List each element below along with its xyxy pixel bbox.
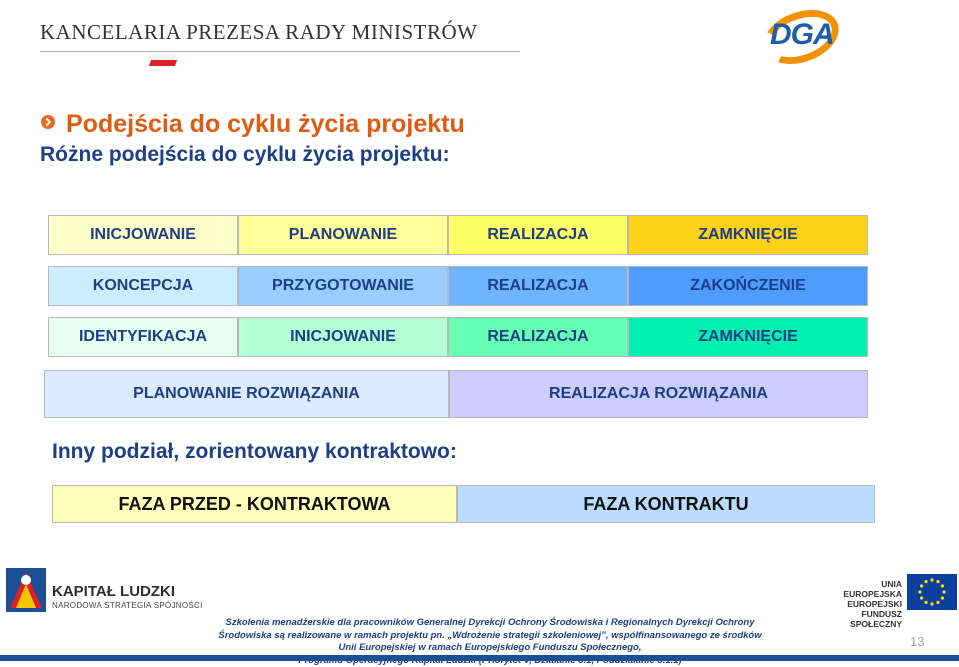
kapital-ludzki-subtitle: NARODOWA STRATEGIA SPÓJNOŚCI — [52, 601, 203, 610]
flag-icon-red — [149, 60, 177, 66]
table-cell: ZAMKNIĘCIE — [628, 215, 868, 255]
kapital-ludzki-logo-icon — [6, 568, 46, 612]
page-number: 13 — [910, 634, 924, 649]
footer-line: Szkolenia menadżerskie dla pracowników Generalnej Dyrekcji Ochrony Środowiska i Regionalnych Dyrekcji Ochrony — [170, 617, 810, 630]
footer-line: Środowiska są realizowane w ramach projektu pn. „Wdrożenie strategii szkoleniowej”, współfinansowanego ze środków — [170, 630, 810, 643]
table-cell: PLANOWANIE — [238, 215, 448, 255]
table-cell: PRZYGOTOWANIE — [238, 266, 448, 306]
eu-fund-label — [830, 579, 902, 629]
contract-section-title: Inny podział, zorientowany kontraktowo: — [52, 440, 457, 464]
table-cell: PLANOWANIE ROZWIĄZANIA — [44, 370, 449, 418]
table-cell: REALIZACJA — [448, 215, 628, 255]
phase-cell: FAZA PRZED - KONTRAKTOWA — [52, 485, 457, 523]
table-cell: INICJOWANIE — [238, 317, 448, 357]
slide-title: Podejścia do cyklu życia projektu — [66, 110, 465, 139]
eu-line: EUROPEJSKI — [830, 599, 902, 609]
table-cell: INICJOWANIE — [48, 215, 238, 255]
table-cell: KONCEPCJA — [48, 266, 238, 306]
table-cell: ZAKOŃCZENIE — [628, 266, 868, 306]
eu-flag-icon — [907, 574, 957, 610]
eu-line: FUNDUSZ SPOŁECZNY — [830, 609, 902, 629]
kapital-ludzki-title: KAPITAŁ LUDZKI — [52, 583, 175, 600]
table-cell: REALIZACJA ROZWIĄZANIA — [449, 370, 868, 418]
table-cell: IDENTYFIKACJA — [48, 317, 238, 357]
dga-logo: DGA — [770, 18, 834, 52]
bullet-chevron-icon — [41, 115, 55, 129]
footer-line: Unii Europejskiej w ramach Europejskiego Funduszu Społecznego, — [170, 642, 810, 655]
table-cell: REALIZACJA — [448, 317, 628, 357]
slide-subtitle: Różne podejścia do cyklu życia projektu: — [40, 143, 450, 167]
header-divider — [40, 51, 520, 52]
org-title: KANCELARIA PREZESA RADY MINISTRÓW — [40, 20, 477, 45]
eu-line: UNIA EUROPEJSKA — [830, 579, 902, 599]
phase-cell: FAZA KONTRAKTU — [457, 485, 875, 523]
table-cell: ZAMKNIĘCIE — [628, 317, 868, 357]
table-cell: REALIZACJA — [448, 266, 628, 306]
bottom-bar — [0, 655, 959, 661]
